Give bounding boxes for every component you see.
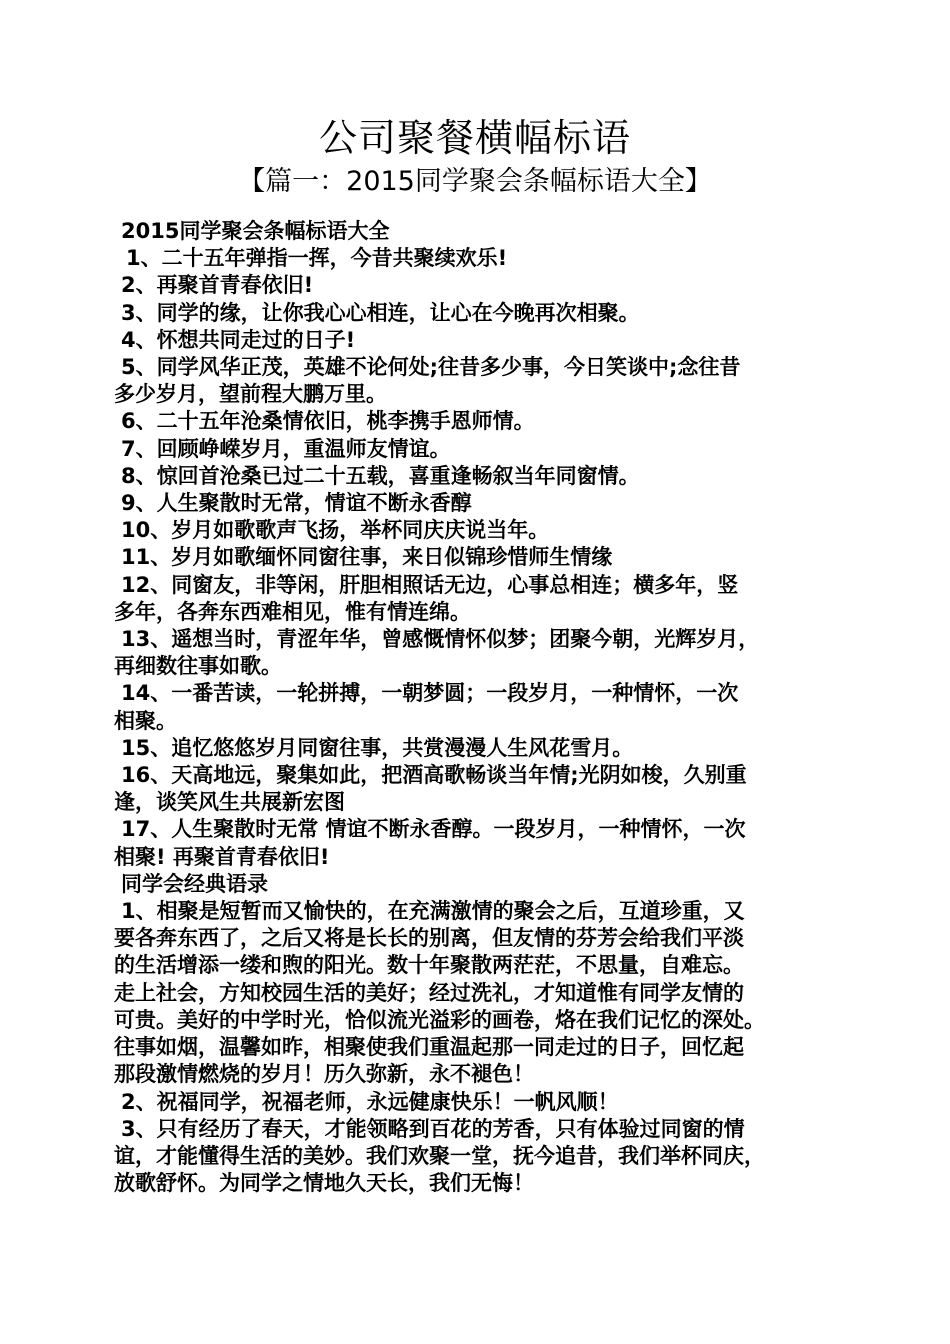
paragraph-line: 多年，各奔东西难相见，惟有情连绵。	[114, 599, 471, 624]
paragraph-line: 要各奔东西了，之后又将是长长的别离，但友情的芬芳会给我们平淡	[114, 926, 744, 951]
paragraph-line: 1、相聚是短暂而又愉快的，在充满激情的聚会之后，互道珍重，又	[121, 899, 745, 924]
document-body	[114, 218, 844, 1197]
paragraph-line: 走上社会，方知校园生活的美好；经过洗礼，才知道惟有同学友情的	[114, 980, 744, 1005]
paragraph-line: 3、同学的缘，让你我心心相连，让心在今晚再次相聚。	[121, 300, 640, 325]
paragraph-line: 放歌舒怀。为同学之情地久天长，我们无悔！	[114, 1171, 534, 1196]
paragraph-line: 2、再聚首青春依旧!	[121, 273, 314, 298]
section-heading: 同学会经典语录	[121, 871, 268, 896]
paragraph-line: 5、同学风华正茂，英雄不论何处;往昔多少事，今日笑谈中;念往昔	[121, 355, 741, 380]
paragraph-line: 15、追忆悠悠岁月同窗往事，共赏漫漫人生风花雪月。	[121, 735, 634, 760]
paragraph-line: 14、一番苦读，一轮拼搏，一朝梦圆；一段岁月，一种情怀，一次	[121, 681, 739, 706]
paragraph-line: 17、人生聚散时无常 情谊不断永香醇。一段岁月，一种情怀，一次	[121, 817, 746, 842]
paragraph-line: 10、岁月如歌歌声飞扬，举杯同庆庆说当年。	[121, 518, 550, 543]
paragraph-line: 1、二十五年弹指一挥，今昔共聚续欢乐!	[126, 246, 508, 271]
document-title: 公司聚餐横幅标语	[318, 116, 631, 160]
paragraph-line: 7、回顾峥嵘岁月，重温师友情谊。	[121, 436, 451, 461]
paragraph-line: 往事如烟，温馨如昨，相聚使我们重温起那一同走过的日子，回忆起	[114, 1035, 744, 1060]
paragraph-line: 12、同窗友，非等闲，肝胆相照话无边，心事总相连；横多年，竖	[121, 572, 739, 597]
paragraph-line: 那段激情燃烧的岁月！历久弥新，永不褪色！	[114, 1062, 534, 1087]
document-subtitle: 【篇一：2015同学聚会条幅标语大全】	[238, 166, 712, 197]
paragraph-line: 的生活增添一缕和煦的阳光。数十年聚散两茫茫，不思量，自难忘。	[114, 953, 744, 978]
paragraph-line: 6、二十五年沧桑情依旧，桃李携手恩师情。	[121, 409, 535, 434]
paragraph-line: 8、惊回首沧桑已过二十五载，喜重逢畅叙当年同窗情。	[121, 463, 640, 488]
paragraph-line: 2、祝福同学，祝福老师，永远健康快乐！一帆风顺！	[121, 1089, 619, 1114]
paragraph-line: 相聚。	[114, 708, 177, 733]
paragraph-line: 16、天高地远，聚集如此，把酒高歌畅谈当年情;光阴如梭，久别重	[121, 763, 747, 788]
paragraph-line: 相聚! 再聚首青春依旧!	[114, 844, 330, 869]
paragraph-line: 4、怀想共同走过的日子!	[121, 327, 356, 352]
paragraph-line: 11、岁月如歌缅怀同窗往事，来日似锦珍惜师生情缘	[121, 545, 613, 570]
paragraph-line: 可贵。美好的中学时光，恰似流光溢彩的画卷，烙在我们记忆的深处。	[114, 1007, 765, 1032]
paragraph-line: 13、遥想当时，青涩年华，曾感慨情怀似梦；团聚今朝，光辉岁月，	[121, 627, 760, 652]
paragraph-line: 3、只有经历了春天，才能领略到百花的芳香，只有体验过同窗的情	[121, 1116, 745, 1141]
paragraph-line: 多少岁月，望前程大鹏万里。	[114, 382, 387, 407]
paragraph-line: 9、人生聚散时无常，情谊不断永香醇	[121, 491, 472, 516]
paragraph-line: 谊，才能懂得生活的美妙。我们欢聚一堂，抚今追昔，我们举杯同庆，	[114, 1143, 765, 1168]
paragraph-line: 2015同学聚会条幅标语大全	[121, 219, 390, 243]
paragraph-line: 逢，谈笑风生共展新宏图	[114, 790, 345, 815]
paragraph-line: 再细数往事如歌。	[114, 654, 282, 679]
